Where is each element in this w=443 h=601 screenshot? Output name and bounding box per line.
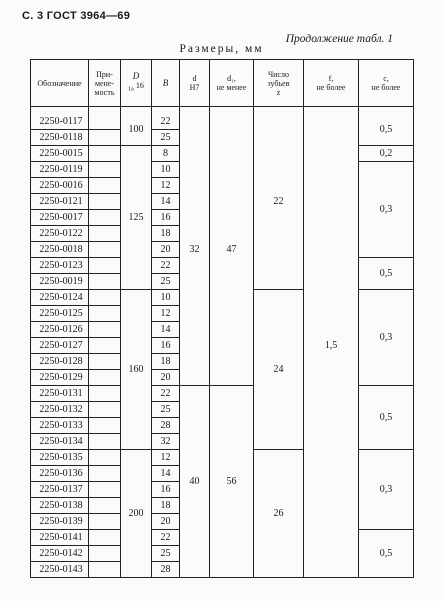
b-cell: 22 — [152, 386, 180, 402]
applicability-cell — [89, 194, 121, 210]
z-cell: 24 — [254, 290, 304, 450]
b-cell: 20 — [152, 370, 180, 386]
b-cell: 25 — [152, 546, 180, 562]
applicability-cell — [89, 562, 121, 578]
applicability-cell — [89, 226, 121, 242]
applicability-cell — [89, 258, 121, 274]
dimensions-title: Размеры, мм — [179, 43, 264, 55]
designation-cell: 2250-0122 — [31, 226, 89, 242]
d-cell: 32 — [180, 114, 210, 386]
b-cell: 28 — [152, 418, 180, 434]
f-cell: 1,5 — [304, 114, 359, 578]
designation-cell: 2250-0137 — [31, 482, 89, 498]
designation-cell: 2250-0143 — [31, 562, 89, 578]
applicability-cell — [89, 450, 121, 466]
b-cell: 14 — [152, 322, 180, 338]
applicability-cell — [89, 210, 121, 226]
d-outer-cell: 160 — [121, 290, 152, 450]
applicability-cell — [89, 162, 121, 178]
applicability-cell — [89, 466, 121, 482]
d1-cell: 47 — [210, 114, 254, 386]
b-cell: 12 — [152, 306, 180, 322]
designation-cell: 2250-0129 — [31, 370, 89, 386]
col-b-header: B — [152, 60, 180, 107]
b-cell: 22 — [152, 530, 180, 546]
applicability-cell — [89, 290, 121, 306]
applicability-cell — [89, 498, 121, 514]
designation-cell: 2250-0136 — [31, 466, 89, 482]
designation-cell: 2250-0117 — [31, 114, 89, 130]
table-continuation-label: Продолжение табл. 1 — [285, 33, 393, 45]
designation-cell: 2250-0142 — [31, 546, 89, 562]
designation-cell: 2250-0015 — [31, 146, 89, 162]
applicability-cell — [89, 338, 121, 354]
designation-cell: 2250-0131 — [31, 386, 89, 402]
c-cell: 0,5 — [359, 530, 414, 578]
col-d-header: d H7 — [180, 60, 210, 107]
b-cell: 32 — [152, 434, 180, 450]
applicability-cell — [89, 130, 121, 146]
applicability-cell — [89, 386, 121, 402]
applicability-cell — [89, 242, 121, 258]
b-cell: 20 — [152, 242, 180, 258]
dimensions-table — [30, 59, 414, 578]
c-cell: 0,5 — [359, 258, 414, 290]
applicability-cell — [89, 418, 121, 434]
b-cell: 25 — [152, 130, 180, 146]
b-cell: 8 — [152, 146, 180, 162]
d-cell: 40 — [180, 386, 210, 578]
designation-cell: 2250-0134 — [31, 434, 89, 450]
b-cell: 22 — [152, 114, 180, 130]
applicability-cell — [89, 482, 121, 498]
c-cell: 0,5 — [359, 386, 414, 450]
designation-cell: 2250-0124 — [31, 290, 89, 306]
designation-cell: 2250-0016 — [31, 178, 89, 194]
designation-cell: 2250-0126 — [31, 322, 89, 338]
d1-cell: 56 — [210, 386, 254, 578]
b-cell: 14 — [152, 466, 180, 482]
b-cell: 16 — [152, 210, 180, 226]
b-cell: 18 — [152, 354, 180, 370]
applicability-cell — [89, 402, 121, 418]
applicability-cell — [89, 274, 121, 290]
designation-cell: 2250-0017 — [31, 210, 89, 226]
designation-cell: 2250-0019 — [31, 274, 89, 290]
col-c-header: c, не более — [359, 60, 414, 107]
designation-cell: 2250-0119 — [31, 162, 89, 178]
designation-cell: 2250-0121 — [31, 194, 89, 210]
b-cell: 20 — [152, 514, 180, 530]
designation-cell: 2250-0132 — [31, 402, 89, 418]
z-cell: 22 — [254, 114, 304, 290]
applicability-cell — [89, 546, 121, 562]
applicability-cell — [89, 306, 121, 322]
page-header: С. 3 ГОСТ 3964—69 — [22, 10, 131, 22]
designation-cell: 2250-0128 — [31, 354, 89, 370]
applicability-cell — [89, 178, 121, 194]
b-cell: 25 — [152, 274, 180, 290]
d-outer-cell: 200 — [121, 450, 152, 578]
b-cell: 16 — [152, 338, 180, 354]
b-cell: 12 — [152, 178, 180, 194]
designation-cell: 2250-0018 — [31, 242, 89, 258]
c-cell: 0,3 — [359, 162, 414, 258]
table-row — [31, 114, 414, 130]
designation-cell: 2250-0141 — [31, 530, 89, 546]
applicability-cell — [89, 514, 121, 530]
z-cell: 26 — [254, 450, 304, 578]
b-cell: 25 — [152, 402, 180, 418]
d-outer-cell: 125 — [121, 146, 152, 290]
b-cell: 18 — [152, 226, 180, 242]
applicability-cell — [89, 530, 121, 546]
designation-cell: 2250-0138 — [31, 498, 89, 514]
applicability-cell — [89, 322, 121, 338]
designation-cell: 2250-0127 — [31, 338, 89, 354]
designation-cell: 2250-0123 — [31, 258, 89, 274]
designation-cell: 2250-0139 — [31, 514, 89, 530]
d-outer-cell: 100 — [121, 114, 152, 146]
b-cell: 10 — [152, 290, 180, 306]
c-cell: 0,3 — [359, 290, 414, 386]
b-cell: 12 — [152, 450, 180, 466]
c-cell: 0,3 — [359, 450, 414, 530]
b-cell: 16 — [152, 482, 180, 498]
col-designation-header: Обозначение — [31, 60, 89, 107]
designation-cell: 2250-0133 — [31, 418, 89, 434]
designation-cell: 2250-0135 — [31, 450, 89, 466]
b-cell: 10 — [152, 162, 180, 178]
applicability-cell — [89, 114, 121, 130]
col-z-header: Число зубьев z — [254, 60, 304, 107]
col-d1-header: d₁, не менее — [210, 60, 254, 107]
col-f-header: f, не более — [304, 60, 359, 107]
col-applicability-header: При- мене- мость — [89, 60, 121, 107]
applicability-cell — [89, 354, 121, 370]
b-cell: 28 — [152, 562, 180, 578]
b-cell: 18 — [152, 498, 180, 514]
designation-cell: 2250-0125 — [31, 306, 89, 322]
designation-cell: 2250-0118 — [31, 130, 89, 146]
b-cell: 22 — [152, 258, 180, 274]
applicability-cell — [89, 370, 121, 386]
col-d-outer-header: D $_{1а}$ 16 — [121, 60, 152, 107]
c-cell: 0,2 — [359, 146, 414, 162]
b-cell: 14 — [152, 194, 180, 210]
applicability-cell — [89, 146, 121, 162]
applicability-cell — [89, 434, 121, 450]
c-cell: 0,5 — [359, 114, 414, 146]
